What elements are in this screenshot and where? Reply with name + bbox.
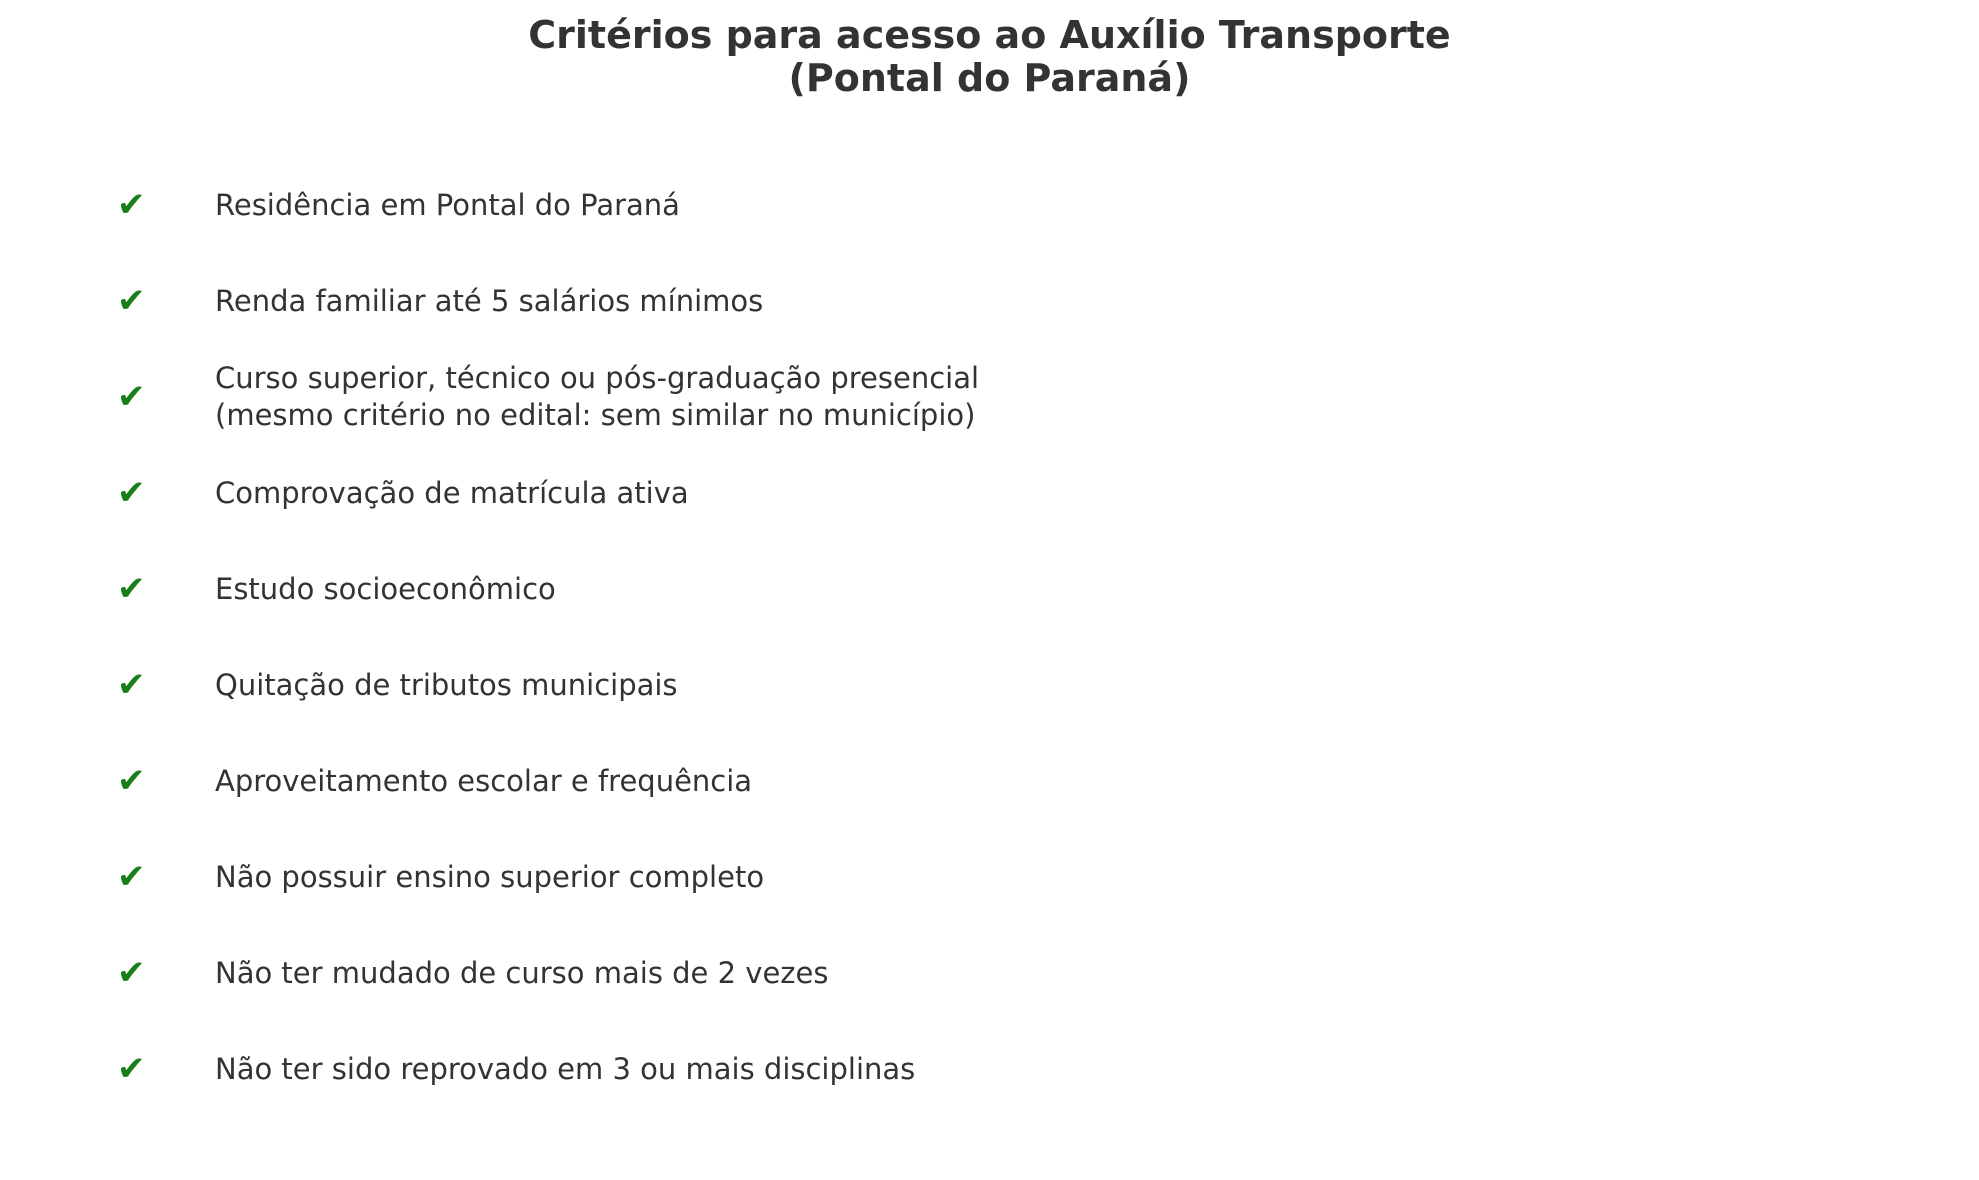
criterion-text: Não ter mudado de curso mais de 2 vezes: [215, 955, 829, 990]
criterion-label: [215, 1051, 915, 1088]
criterion-text: Aproveitamento escolar e frequência: [215, 763, 753, 798]
criterion-label: [215, 187, 680, 224]
check-mark-icon: ✔: [117, 185, 146, 225]
criterion-text: Residência em Pontal do Paraná: [215, 187, 680, 222]
check-mark-icon: ✔: [117, 281, 146, 321]
check-mark-icon: ✔: [117, 665, 146, 705]
criterion-text: Renda familiar até 5 salários mínimos: [215, 283, 764, 318]
check-mark-icon: ✔: [117, 377, 146, 417]
check-mark-icon: ✔: [117, 1049, 146, 1089]
list-item: [0, 357, 1100, 437]
criterion-label: [215, 475, 689, 512]
criterion-label: [215, 667, 678, 704]
check-mark-icon: ✔: [117, 857, 146, 897]
check-mark-icon: ✔: [117, 953, 146, 993]
list-item: [0, 453, 1100, 533]
criterion-text: Não possuir ensino superior completo: [215, 859, 765, 894]
criterion-label: [215, 283, 763, 320]
list-item: [0, 837, 1100, 917]
criterion-text-note: (mesmo critério no edital: sem similar no município): [215, 398, 976, 432]
criterion-label: [215, 763, 752, 800]
check-mark-icon: ✔: [117, 473, 146, 513]
criterion-text: Quitação de tributos municipais: [215, 667, 678, 702]
criterion-label: [215, 360, 979, 434]
list-item: [0, 1029, 1100, 1109]
criterion-text: Estudo socioeconômico: [215, 571, 556, 606]
check-mark-icon: ✔: [117, 569, 146, 609]
list-item: [0, 165, 1100, 245]
list-item: [0, 549, 1100, 629]
criterion-label: [215, 955, 828, 992]
list-item: [0, 261, 1100, 341]
criterion-text: Curso superior, técnico ou pós-graduação presencial: [215, 361, 980, 395]
list-item: [0, 741, 1100, 821]
title-line-2: (Pontal do Paraná): [788, 56, 1191, 100]
title-line-1: Critérios para acesso ao Auxílio Transporte: [528, 13, 1451, 57]
criterion-label: [215, 571, 556, 608]
check-mark-icon: ✔: [117, 761, 146, 801]
list-item: [0, 645, 1100, 725]
criterion-label: [215, 859, 764, 896]
list-item: [0, 933, 1100, 1013]
criterion-text: Não ter sido reprovado em 3 ou mais disciplinas: [215, 1051, 916, 1086]
criterion-text: Comprovação de matrícula ativa: [215, 475, 689, 510]
